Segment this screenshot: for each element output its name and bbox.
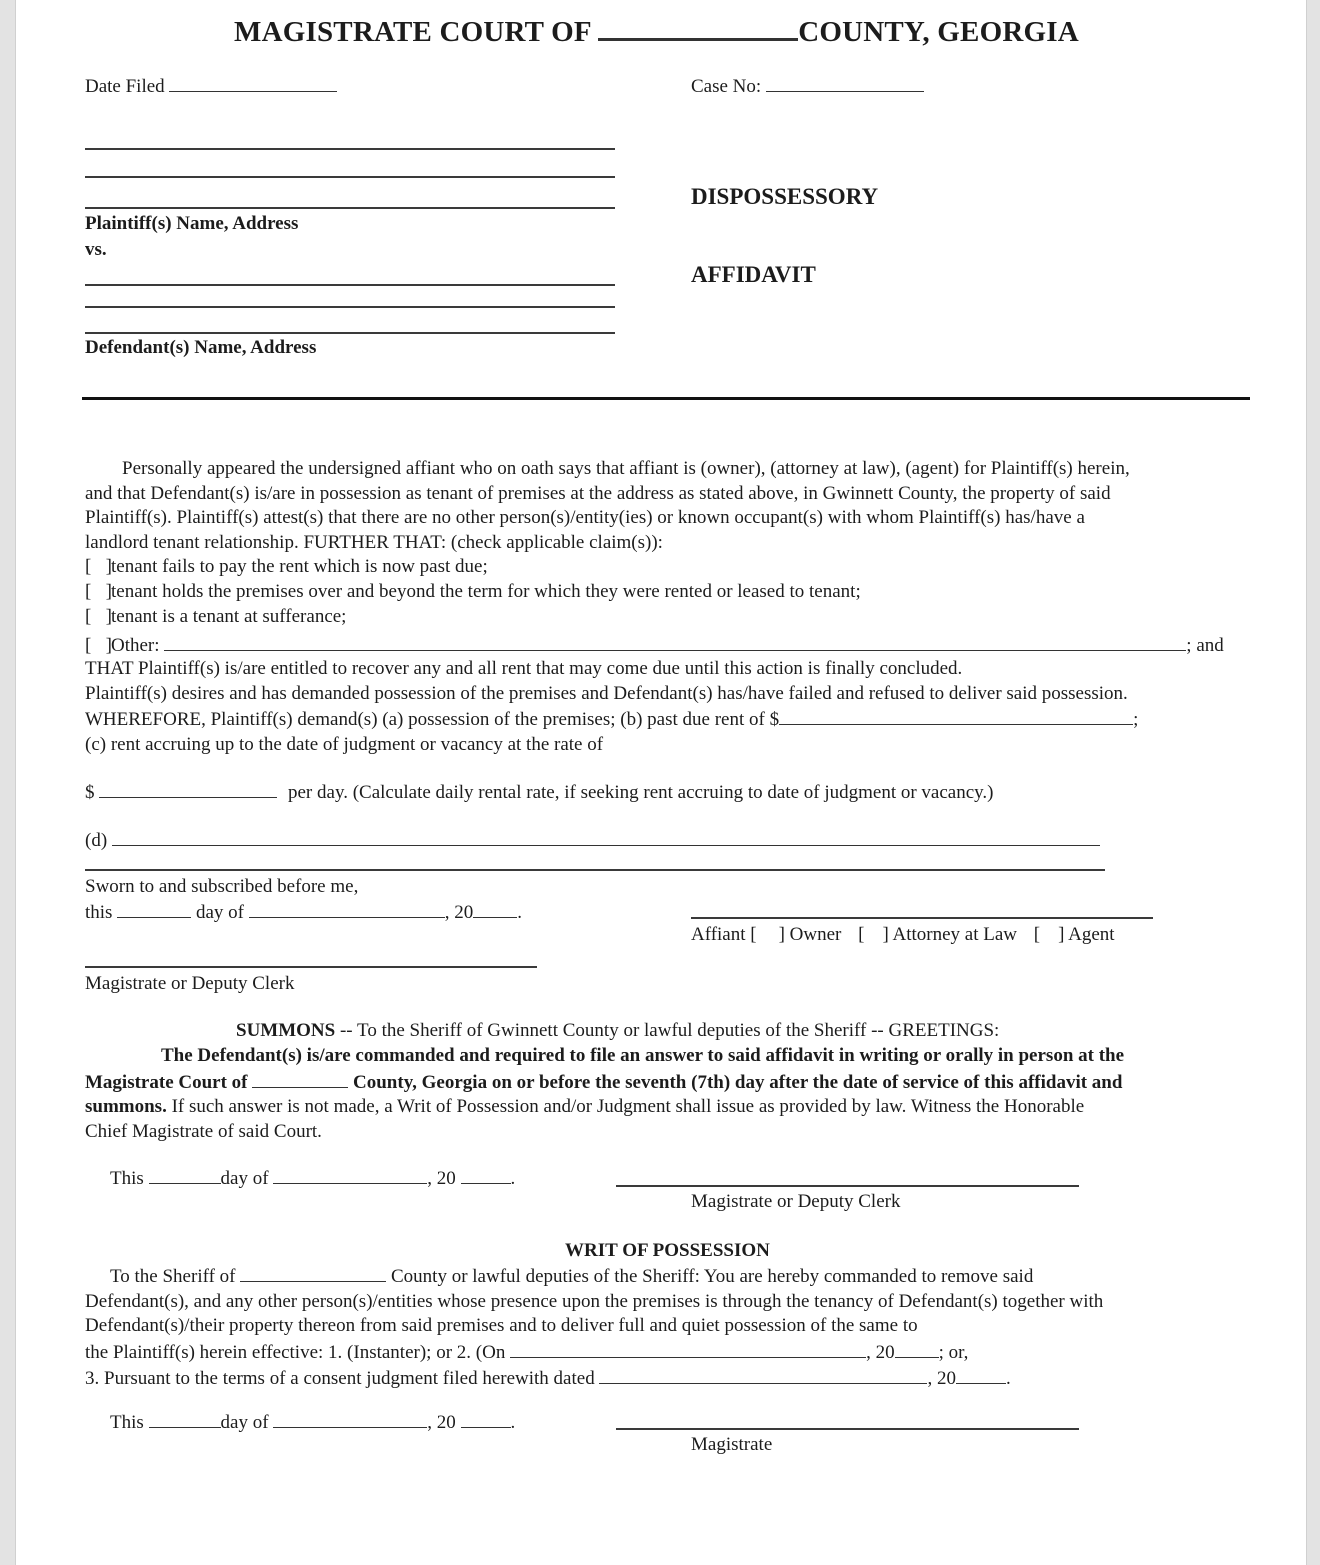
item-d-field-1[interactable] xyxy=(112,827,1100,846)
writ-consent-year-field[interactable] xyxy=(956,1365,1006,1384)
demanded-line: Plaintiff(s) desires and has demanded possession of the premises and Defendant(s) has/have failed and refused to deliver said possession. xyxy=(85,682,1128,704)
intro-line: landlord tenant relationship. FURTHER THAT: (check applicable claim(s)): xyxy=(85,531,663,553)
writ-on-date-field[interactable] xyxy=(510,1339,866,1358)
summons-heading xyxy=(236,1019,999,1043)
claim-item xyxy=(85,605,1245,630)
summons-deadline-text: County, Georgia on or before the seventh (7th) day after the date of service of this affidavit and xyxy=(353,1071,1123,1093)
wherefore-row xyxy=(85,706,1245,733)
checkbox[interactable]: [ ] xyxy=(85,635,112,656)
summons-court-text: Magistrate Court of xyxy=(85,1071,248,1093)
summons-line xyxy=(85,1069,1245,1096)
summons-month-field[interactable] xyxy=(273,1165,427,1184)
claim-label: tenant is a tenant at sufferance; xyxy=(111,605,347,627)
summons-title: SUMMONS xyxy=(236,1020,336,1041)
period: . xyxy=(517,902,522,923)
claim-item xyxy=(85,555,1245,580)
clerk-signature-line[interactable] xyxy=(85,966,537,968)
year-prefix: , 20 xyxy=(444,902,474,923)
entitled-line: THAT Plaintiff(s) is/are entitled to recover any and all rent that may come due until this action is finally concluded. xyxy=(85,658,963,679)
day-of-label: day of xyxy=(195,902,244,923)
summons-line xyxy=(85,1095,1245,1120)
affidavit-intro xyxy=(85,457,1245,629)
summons-line: The Defendant(s) is/are commanded and required to file an answer to said affidavit in writing or orally in person at the xyxy=(161,1045,1125,1066)
writ-line xyxy=(85,1365,1245,1392)
this-label: This xyxy=(110,1412,144,1433)
vs-label: vs. xyxy=(85,239,107,260)
writ-day-field[interactable] xyxy=(149,1409,221,1428)
affiant-label: Affiant [ xyxy=(691,924,757,945)
claim-label: tenant holds the premises over and beyond the term for which they were rented or leased to tenant; xyxy=(111,580,861,602)
intro-line: Plaintiff(s). Plaintiff(s) attest(s) that there are no other person(s)/entity(ies) or known occupant(s) with whom Plaintiff(s) has/have a xyxy=(85,507,1085,529)
sworn-year-field[interactable] xyxy=(473,899,517,918)
item-d-row xyxy=(85,827,1100,853)
intro-line: Personally appeared the undersigned affiant who on oath says that affiant is (owner), (attorney at law), (agent) for Plaintiff(s) herein, xyxy=(122,458,1130,479)
writ-line: Defendant(s), and any other person(s)/entities whose presence upon the premises is through the tenancy of Defendant(s) together with xyxy=(85,1290,1104,1312)
writ-on-year-field[interactable] xyxy=(895,1339,939,1358)
case-no-label: Case No: xyxy=(691,76,762,97)
period: . xyxy=(1005,1368,1011,1390)
checkbox[interactable]: [ ] xyxy=(85,580,112,602)
affiant-role-row xyxy=(691,923,1115,947)
checkbox[interactable]: [ ] xyxy=(85,556,112,578)
summons-greeting: -- To the Sheriff of Gwinnett County or lawful deputies of the Sheriff -- GREETINGS: xyxy=(335,1020,1000,1041)
intro-line: and that Defendant(s) is/are in possession as tenant of premises at the address as stated above, in Gwinnett County, the property of said xyxy=(85,482,1111,504)
wherefore-suffix: ; xyxy=(1133,709,1139,731)
year-prefix: , 20 xyxy=(427,1412,456,1433)
past-due-rent-field[interactable] xyxy=(779,706,1133,725)
court-title-right: COUNTY, GEORGIA xyxy=(798,16,1079,48)
summons-body xyxy=(85,1044,1245,1144)
attorney-checkbox[interactable]: [ xyxy=(858,924,865,945)
day-of-label: day of xyxy=(220,1412,269,1433)
sworn-month-field[interactable] xyxy=(249,899,445,918)
plaintiff-line-3[interactable] xyxy=(85,207,615,209)
court-title xyxy=(234,16,1079,49)
writ-consent-text: 3. Pursuant to the terms of a consent judgment filed herewith dated xyxy=(85,1368,595,1390)
clerk-label: Magistrate or Deputy Clerk xyxy=(85,973,295,994)
per-day-text: per day. (Calculate daily rental rate, if seeking rent accruing to date of judgment or vacancy.) xyxy=(288,782,994,803)
claim-item xyxy=(85,580,1245,605)
period: . xyxy=(510,1412,516,1433)
case-no-row xyxy=(691,73,924,99)
writ-body xyxy=(85,1263,1245,1392)
year-prefix: , 20 xyxy=(866,1341,895,1363)
doc-type-affidavit: AFFIDAVIT xyxy=(691,262,816,287)
checkbox[interactable]: [ ] xyxy=(85,605,112,627)
demands-block xyxy=(85,657,1245,757)
daily-rate-row xyxy=(85,779,994,805)
this-label: this xyxy=(85,902,113,923)
defendant-line-2[interactable] xyxy=(85,306,615,308)
affiant-signature-line[interactable] xyxy=(691,917,1153,919)
agent-label: ] Agent xyxy=(1058,924,1115,945)
case-no-field[interactable] xyxy=(766,73,924,92)
plaintiff-label: Plaintiff(s) Name, Address xyxy=(85,213,299,234)
doc-type-dispossessory: DISPOSSESSORY xyxy=(691,184,879,209)
date-filed-field[interactable] xyxy=(169,73,337,92)
writ-signer-label: Magistrate xyxy=(691,1434,773,1455)
writ-effective-text: the Plaintiff(s) herein effective: 1. (Instanter); or 2. (On xyxy=(85,1341,506,1363)
date-filed-row xyxy=(85,73,337,99)
summons-bold-word: summons. xyxy=(85,1096,167,1118)
summons-county-field[interactable] xyxy=(252,1069,348,1088)
other-label: Other: xyxy=(111,635,160,656)
defendant-label: Defendant(s) Name, Address xyxy=(85,337,317,358)
writ-line xyxy=(85,1263,1245,1290)
other-claim-field[interactable] xyxy=(164,632,1186,651)
writ-heading: WRIT OF POSSESSION xyxy=(565,1240,770,1261)
summons-signer-label: Magistrate or Deputy Clerk xyxy=(691,1191,901,1212)
sworn-date-row xyxy=(85,899,522,925)
accruing-line: (c) rent accruing up to the date of judgment or vacancy at the rate of xyxy=(85,733,604,755)
other-suffix: ; and xyxy=(1186,635,1224,656)
summons-date-row xyxy=(110,1165,515,1191)
writ-county-field[interactable] xyxy=(240,1263,386,1282)
year-prefix: , 20 xyxy=(927,1368,956,1390)
summons-day-field[interactable] xyxy=(149,1165,221,1184)
other-claim-row xyxy=(85,632,1224,658)
defendant-line-1[interactable] xyxy=(85,284,615,286)
daily-rate-field[interactable] xyxy=(99,779,277,798)
defendant-line-3[interactable] xyxy=(85,332,615,334)
section-divider xyxy=(82,397,1250,400)
summons-year-field[interactable] xyxy=(461,1165,511,1184)
writ-line: Defendant(s)/their property thereon from said premises and to deliver full and quiet possession of the same to xyxy=(85,1315,918,1337)
year-prefix: , 20 xyxy=(427,1168,456,1189)
plaintiff-line-2[interactable] xyxy=(85,176,615,178)
court-title-left: MAGISTRATE COURT OF xyxy=(234,16,591,48)
wherefore-text: WHEREFORE, Plaintiff(s) demand(s) (a) possession of the premises; (b) past due rent of $ xyxy=(85,709,780,731)
period: . xyxy=(510,1168,516,1189)
writ-consent-date-field[interactable] xyxy=(599,1365,927,1384)
sworn-line: Sworn to and subscribed before me, xyxy=(85,876,359,897)
date-filed-label: Date Filed xyxy=(85,76,165,97)
writ-month-field[interactable] xyxy=(273,1409,427,1428)
writ-line xyxy=(85,1339,1245,1366)
item-d-field-2[interactable] xyxy=(85,869,1105,871)
writ-year-field[interactable] xyxy=(461,1409,511,1428)
day-of-label: day of xyxy=(220,1168,269,1189)
county-name-field[interactable] xyxy=(598,16,798,41)
agent-checkbox[interactable]: [ xyxy=(1033,924,1041,945)
this-label: This xyxy=(110,1168,144,1189)
writ-signature-line[interactable] xyxy=(616,1428,1079,1430)
owner-label: ] Owner xyxy=(778,924,842,945)
plaintiff-line-1[interactable] xyxy=(85,148,615,150)
claim-label: tenant fails to pay the rent which is now past due; xyxy=(111,556,488,578)
summons-rest: If such answer is not made, a Writ of Possession and/or Judgment shall issue as provided by law. Witness the Honorable xyxy=(166,1096,1085,1118)
attorney-label: ] Attorney at Law xyxy=(882,924,1018,945)
writ-command-text: County or lawful deputies of the Sheriff: You are hereby commanded to remove said xyxy=(391,1266,1034,1287)
dollar-sign: $ xyxy=(85,782,95,803)
writ-date-row xyxy=(110,1409,515,1435)
writ-sheriff-text: To the Sheriff of xyxy=(110,1266,236,1287)
sworn-day-field[interactable] xyxy=(117,899,191,918)
summons-line: Chief Magistrate of said Court. xyxy=(85,1120,322,1142)
writ-or-text: ; or, xyxy=(938,1341,969,1363)
summons-signature-line[interactable] xyxy=(616,1185,1079,1187)
item-d-label: (d) xyxy=(85,830,108,851)
